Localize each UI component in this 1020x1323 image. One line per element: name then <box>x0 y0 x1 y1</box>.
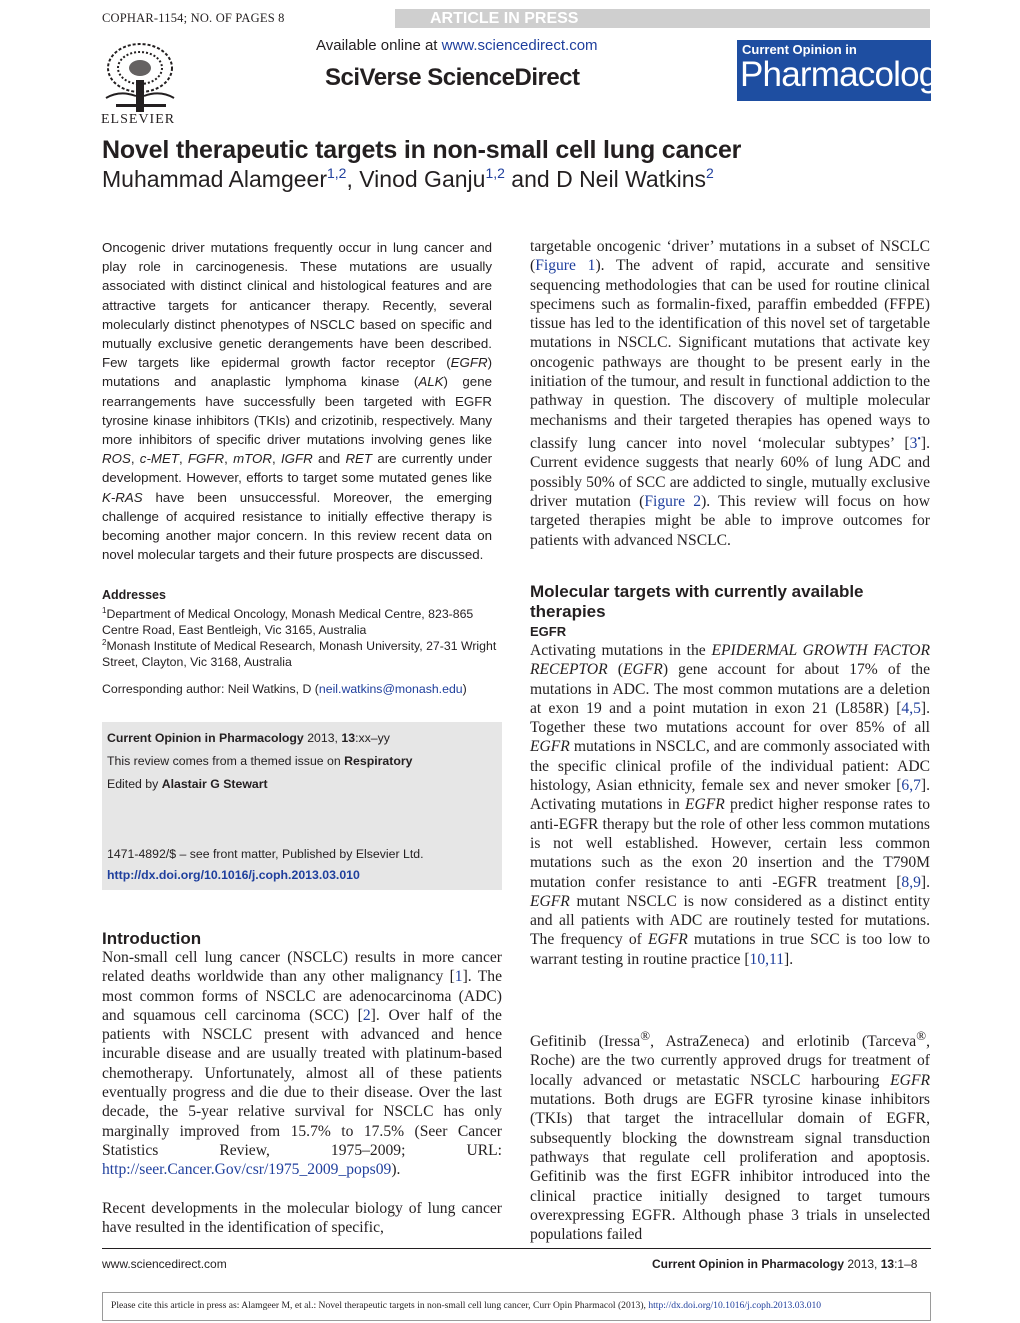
available-online <box>316 37 598 54</box>
gene-name: RET <box>345 451 373 467</box>
address-text: Department of Medical Oncology, Monash Medical Centre, 823-865 Centre Road, East Bentleigh, Vic 3165, Australia <box>102 607 474 638</box>
body-text: ]. Activating mutations in <box>530 777 930 814</box>
reference-link[interactable]: 1 <box>454 968 463 986</box>
infobox-editor-label: Edited by <box>107 777 162 791</box>
gene-name: FGFR <box>187 451 225 467</box>
body-text: ]. Together these two mutations account for over 85% of all <box>530 699 930 737</box>
available-online-label: Available online at <box>316 37 442 54</box>
infobox-pages: :xx–yy <box>355 731 390 745</box>
infobox-journal: Current Opinion in Pharmacology <box>107 731 304 745</box>
reference-link[interactable]: 6,7 <box>901 777 921 795</box>
press-banner-label: ARTICLE IN PRESS <box>430 10 579 27</box>
doi-link[interactable]: http://dx.doi.org/10.1016/j.coph.2013.03.010 <box>107 868 360 882</box>
abstract-text: ) mutations and anaplastic lymphoma kinase ( <box>102 355 492 390</box>
gene-name: EGFR <box>450 355 488 371</box>
corresponding-suffix: ) <box>462 682 467 696</box>
author-name: Vinod Ganju <box>359 166 486 192</box>
cite-text <box>111 1300 821 1311</box>
article-info-box <box>102 722 502 890</box>
infobox-editor <box>107 777 268 791</box>
reference-link[interactable]: 2 <box>362 1006 371 1024</box>
abstract-text: , <box>272 451 281 467</box>
molecular-targets-heading: Molecular targets with currently available therapies <box>530 582 864 621</box>
author-name: Muhammad Alamgeer <box>102 166 327 192</box>
cite-this-article-box <box>102 1292 931 1321</box>
abstract <box>102 238 492 564</box>
footer-pages: :1–8 <box>894 1257 918 1271</box>
body-text: ]. The most common forms of NSCLC are adenocarcinoma (ADC) and squamous cell carcinoma (SCC) [ <box>102 968 503 1024</box>
infobox-volume: 13 <box>341 731 356 745</box>
recommended-reference-mark: • <box>917 433 921 445</box>
address-2 <box>102 635 497 670</box>
author-affiliation[interactable]: 2 <box>706 165 714 181</box>
introduction-heading: Introduction <box>102 929 202 948</box>
body-text: , Roche) are the two currently approved drugs for treatment of locally advanced or metastatic NSCLC harbouring <box>530 1033 930 1089</box>
abstract-text: and <box>312 451 346 467</box>
infobox-theme <box>107 754 413 768</box>
body-text: ]. <box>920 873 930 891</box>
reference-link[interactable]: 3 <box>909 435 918 453</box>
body-text: mutant NSCLC is now considered as a distinct entity and all patients with ADC are routinely tested for mutations. The frequency of <box>530 892 930 949</box>
address-number: 1 <box>102 606 107 615</box>
footer-rule <box>102 1248 931 1249</box>
abstract-text: , <box>130 451 140 467</box>
body-text: Non-small cell lung cancer (NSCLC) results in more cancer related deaths worldwide than any other malignancy [ <box>102 949 502 986</box>
figure-link[interactable]: Figure 1 <box>535 257 596 275</box>
footer-website: www.sciencedirect.com <box>102 1257 227 1271</box>
body-text: targetable oncogenic ‘driver’ mutations in a subset of NSCLC ( <box>530 238 930 275</box>
infobox-citation <box>107 731 390 745</box>
registered-mark: ® <box>916 1028 927 1043</box>
infobox-issn: 1471-4892/$ – see front matter, Published by Elsevier Ltd. <box>107 847 424 861</box>
egfr-paragraph <box>530 641 930 969</box>
body-text: mutations. Both drugs are EGFR tyrosine kinase inhibitors (TKIs) that target the intracellular domain of EGFR, subsequently blocking the downstream signal transduction pathways that regulate cell proliferation and apoptosis. Gefitinib was the first EGFR inhibitor introduced into the clinical practice initially designed to target tumours overexpressing EGFR. Although phase 3 trials in unselected populations failed <box>530 1091 930 1244</box>
journal-logo-box <box>737 40 955 101</box>
sciverse-logo: SciVerse ScienceDirect <box>325 64 580 91</box>
body-text: ]. Current evidence suggests that nearly 60% of lung ADC and possibly 50% of SCC are addicted to single, mutually exclusive driver mutation ( <box>530 435 930 511</box>
author-affiliation[interactable]: 1,2 <box>327 165 347 181</box>
address-1 <box>102 603 497 638</box>
abstract-text: , <box>224 451 234 467</box>
registered-mark: ® <box>640 1028 651 1043</box>
infobox-theme-value: Respiratory <box>344 754 413 768</box>
infobox-year: 2013, <box>303 731 342 745</box>
gene-name: EGFR <box>647 931 688 949</box>
body-text: ) gene account for about 17% of the mutations in ADC. The most common mutations are a deletion at exon 19 and a point mutation in exon 21 (L858R) [ <box>530 661 930 717</box>
egfr-subheading: EGFR <box>530 624 567 639</box>
gene-name: EGFR <box>890 1071 930 1089</box>
abstract-text: are currently under development. However, efforts to target some mutated genes like <box>102 451 493 486</box>
elsevier-wordmark: ELSEVIER <box>101 112 176 127</box>
gene-name: EGFR <box>685 796 725 814</box>
abstract-text: , <box>178 451 188 467</box>
addresses-heading: Addresses <box>102 588 166 602</box>
body-text: ]. Over half of the patients with NSCLC present with advanced and hence incurable disease and are usually treated with platinum-based chemotherapy. Unfortunately, almost all of these patients eventually progress and die due to their disease. Over the last decade, the 5-year relative survival for NSCLC has only marginally improved from 15.7% to 17.5% (Seer Cancer Statistics Review, 1975–2009; URL: <box>102 1006 502 1159</box>
author-affiliation[interactable]: 1,2 <box>485 165 505 181</box>
gene-name: EGFR <box>530 892 570 910</box>
body-text: predict higher response rates to anti-EGFR therapy but the role of other less common mutations is not well established. However, certain less common mutations such as the exon 20 insertion and the T790M mutation confer resistance to anti -EGFR treatment [ <box>530 796 930 891</box>
gene-name: ROS <box>102 451 131 467</box>
sciencedirect-link[interactable]: www.sciencedirect.com <box>441 37 598 54</box>
gefitinib-paragraph <box>530 1026 930 1244</box>
reference-link[interactable]: 8,9 <box>901 873 921 891</box>
body-text: ). This review will focus on how targeted therapies might be able to improve outcomes for patients with advanced NSCLC. <box>530 493 930 549</box>
gene-name: IGFR <box>280 451 313 467</box>
cite-label: Please cite this article in press as: Alamgeer M, et al.: Novel therapeutic targets in non-small cell lung cancer, Curr Opin Pharmacol (2013), <box>111 1300 649 1311</box>
gene-name: EPIDERMAL GROWTH FACTOR RECEPTOR <box>530 642 930 679</box>
email-link[interactable]: neil.watkins@monash.edu <box>318 682 463 696</box>
body-text: ). <box>391 1161 401 1179</box>
abstract-text: ) gene rearrangements have successfully been targeted with EGFR tyrosine kinase inhibitors (TKIs) and crizotinib, respectively. Many more inhibitors of specific driver mutations involving genes like <box>102 374 492 448</box>
gene-name: EGFR <box>530 738 570 756</box>
body-text: ]. <box>784 950 794 968</box>
reference-link[interactable]: 10,11 <box>749 950 785 968</box>
body-text: Gefitinib (Iressa <box>530 1033 641 1051</box>
body-text: ). The advent of rapid, accurate and sensitive sequencing methodologies that can be used for routine clinical specimens such as formalin-fixed, paraffin embedded (FFPE) tissue has led to the identification of this novel set of targetable mutations in NSCLC. Significant mutations that activate key oncogenic pathways are thought to be present early in the initiation of the tumour, and result in functional addiction to the pathway in question. The discovery of multiple molecular mechanisms and their targeted therapies has opened ways to classify lung cancer into novel ‘molecular subtypes’ [ <box>530 257 930 453</box>
infobox-theme-label: This review comes from a themed issue on <box>107 754 345 768</box>
author-list <box>102 165 714 193</box>
author-separator: and <box>504 166 557 192</box>
body-text: Activating mutations in the <box>530 642 712 659</box>
article-title: Novel therapeutic targets in non-small cell lung cancer <box>102 136 742 164</box>
body-text: , AstraZeneca) and erlotinib (Tarceva <box>650 1033 917 1051</box>
reference-link[interactable]: 4,5 <box>901 699 921 717</box>
corresponding-author <box>102 682 467 696</box>
journal-logo-line1: Current Opinion in <box>742 42 857 57</box>
corresponding-label: Corresponding author: Neil Watkins, D ( <box>102 682 319 696</box>
abstract-text: have been unsuccessful. Moreover, the emerging challenge of acquired resistance to initially effective therapy is becoming another major concern. In this review recent data on novel molecular targets and their future prospects are discussed. <box>102 489 492 563</box>
body-text: mutations in NSCLC, and are commonly associated with the specific clinical profile of the individual patient: ADC histology, Asian ethnicity, female sex and never smoker [ <box>530 738 930 795</box>
figure-link[interactable]: Figure 2 <box>644 493 702 511</box>
address-number: 2 <box>102 638 107 647</box>
body-text: mutations in true SCC is too low to warrant testing in routine practice [ <box>530 931 931 968</box>
infobox-editor-value: Alastair G Stewart <box>161 777 268 791</box>
intro-paragraph-1 <box>102 948 502 1180</box>
gene-name: K-RAS <box>102 489 143 505</box>
address-text: Monash Institute of Medical Research, Monash University, 27-31 Wright Street, Clayton, Vic 3168, Australia <box>102 639 497 670</box>
right-paragraph-1 <box>530 237 930 550</box>
abstract-text: Oncogenic driver mutations frequently occur in lung cancer and play role in carcinogenesis. These mutations are usually associated with distinct clinical and histological features and are attractive targets for anticancer therapy. Recently, several molecularly distinct phenotypes of NSCLC based on specific and mutually exclusive genetic derangements have been described. Few targets like epidermal growth factor receptor ( <box>102 240 492 371</box>
intro-paragraph-2: Recent developments in the molecular biology of lung cancer have resulted in the identification of specific, <box>102 1200 502 1237</box>
footer-year: 2013, <box>844 1257 881 1271</box>
article-id: COPHAR-1154; NO. OF PAGES 8 <box>102 11 285 25</box>
gene-name: mTOR <box>233 451 272 467</box>
footer-volume: 13 <box>880 1257 895 1271</box>
footer-journal: Current Opinion in Pharmacology <box>652 1257 845 1271</box>
footer-citation <box>652 1257 917 1271</box>
journal-logo-line2: Pharmacology <box>740 55 955 94</box>
gene-name: c-MET <box>139 451 179 467</box>
body-text: ( <box>607 661 623 679</box>
seer-url-link[interactable]: http://seer.Cancer.Gov/csr/1975_2009_pops09 <box>102 1161 392 1179</box>
cite-doi-link[interactable]: http://dx.doi.org/10.1016/j.coph.2013.03.010 <box>648 1300 822 1311</box>
gene-name: ALK <box>418 374 444 390</box>
gene-name: EGFR <box>622 661 663 679</box>
author-name: D Neil Watkins <box>556 166 707 192</box>
article-in-press-banner <box>395 9 930 28</box>
author-separator: , <box>346 166 360 192</box>
